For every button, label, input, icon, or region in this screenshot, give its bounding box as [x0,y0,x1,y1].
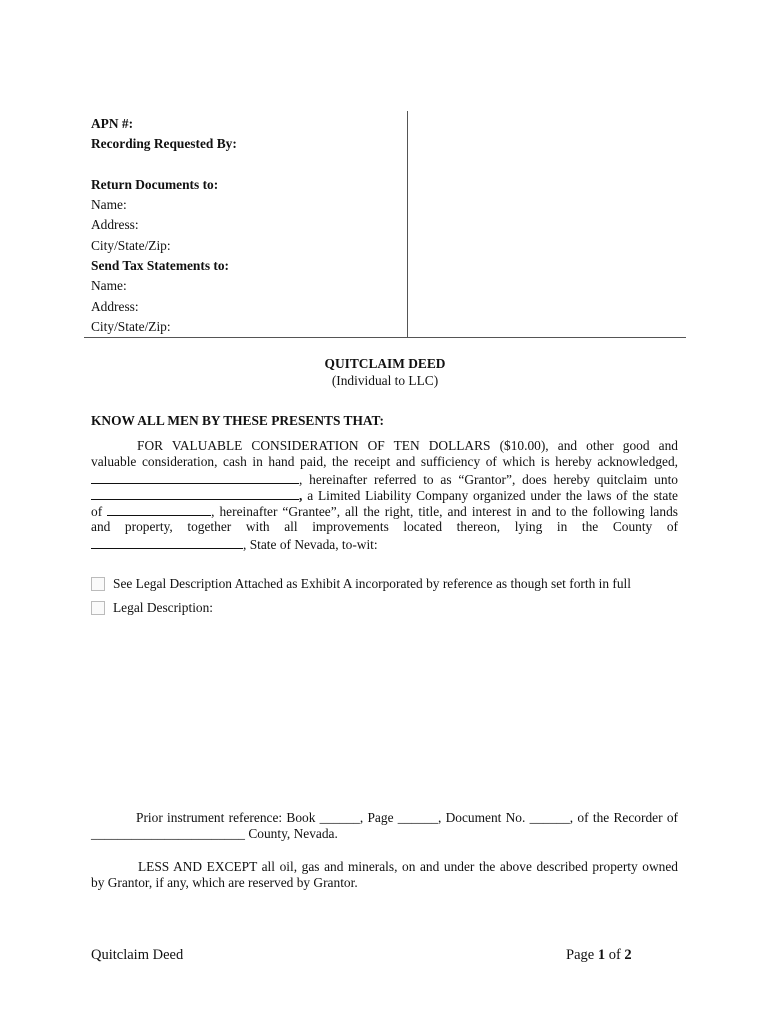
recording-info-block [91,114,237,337]
legal-description-checkbox[interactable] [91,601,105,615]
body-line-3: , hereinafter referred to as “Grantor”, does hereby quitclaim unto [91,471,678,487]
grantee-name-field[interactable] [91,487,299,500]
recording-requested-label: Recording Requested By: [91,136,237,152]
body-line-1: FOR VALUABLE CONSIDERATION OF TEN DOLLARS ($10.00), and other good and [137,438,678,453]
prior-line-1: Prior instrument reference: Book ______, Page ______, Document No. ______, of the Recorder of [136,810,678,825]
less-line-1: LESS AND EXCEPT all oil, gas and minerals, on and under the above described property owned [138,859,678,874]
less-line-2: by Grantor, if any, which are reserved by Grantor. [91,875,358,891]
tax-statements-label: Send Tax Statements to: [91,258,230,274]
legal-description-label: Legal Description: [113,600,214,615]
tax-city-label: City/State/Zip: [91,318,171,334]
tax-name-label: Name: [91,278,127,294]
exhibit-a-option [91,576,631,592]
body-line-7: , State of Nevada, to-wit: [91,536,678,552]
tax-address-label: Address: [91,298,139,314]
less-and-except-paragraph [91,859,678,892]
body-line-4: , a Limited Liability Company organized under the laws of the state [91,487,678,503]
prior-instrument-paragraph [91,810,678,843]
return-city-label: City/State/Zip: [91,237,171,253]
return-documents-label: Return Documents to: [91,176,219,192]
apn-label: APN #: [91,116,134,131]
prior-line-2: _______________________ County, Nevada. [91,826,338,842]
document-subtitle: (Individual to LLC) [331,373,439,388]
exhibit-a-label: See Legal Description Attached as Exhibit A incorporated by reference as though set forth in full [113,576,631,591]
know-all-men-heading: KNOW ALL MEN BY THESE PRESENTS THAT: [91,413,384,428]
document-title: QUITCLAIM DEED [324,356,446,371]
return-address-label: Address: [91,217,139,233]
body-line-2: valuable consideration, cash in hand paid, the receipt and sufficiency of which is hereby acknowledged, [91,454,678,470]
legal-description-option [91,600,213,616]
body-line-5: of , hereinafter “Grantee”, all the right, title, and interest in and to the following lands [91,504,678,520]
recording-box-divider [407,111,408,337]
footer-document-name: Quitclaim Deed [91,947,184,963]
return-name-label: Name: [91,197,127,213]
conveyance-paragraph [91,438,678,552]
grantee-state-field[interactable] [107,503,211,516]
footer-page-number: Page 1 of 2 [566,947,632,963]
recording-box-bottom-rule [84,337,686,338]
body-line-6: and property, together with all improvements located thereon, lying in the County of [91,519,678,535]
grantor-name-field[interactable] [91,471,299,484]
county-field[interactable] [91,536,243,549]
exhibit-a-checkbox[interactable] [91,577,105,591]
